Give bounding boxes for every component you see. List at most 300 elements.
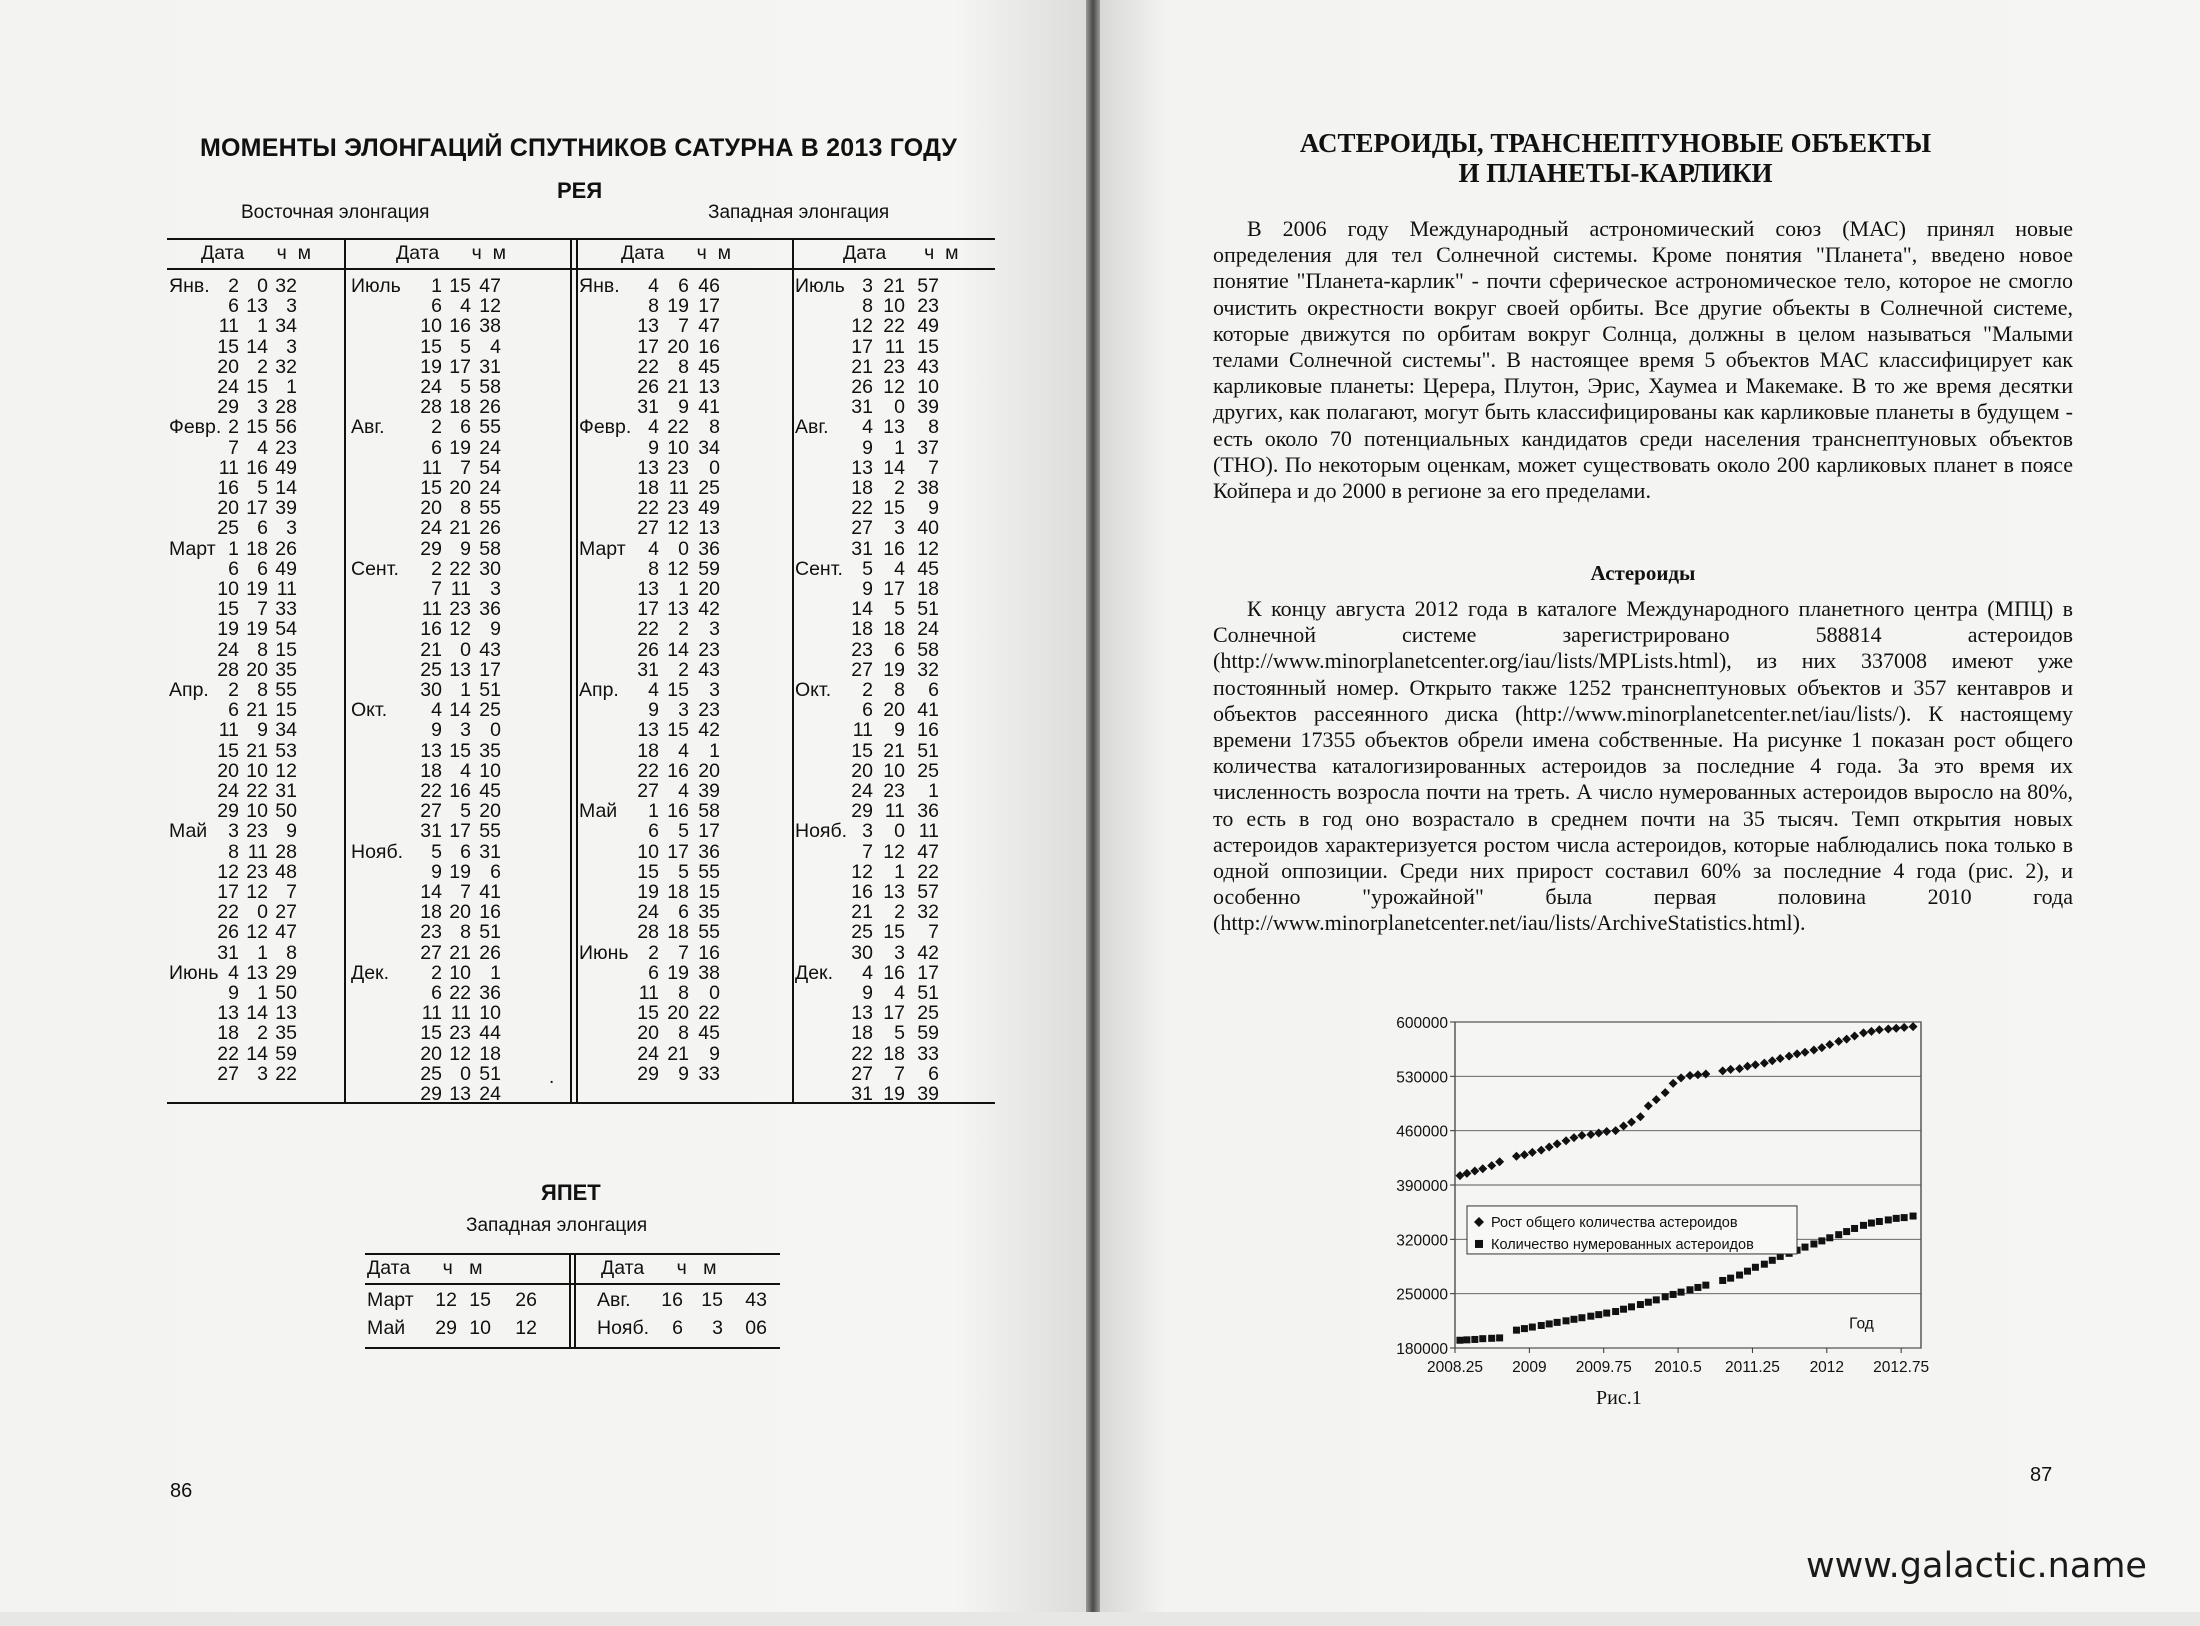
- hour-cell: 19: [883, 658, 905, 681]
- table-row: [793, 578, 995, 598]
- hour-cell: 14: [667, 638, 689, 661]
- hour-cell: 5: [460, 376, 471, 398]
- table-row: [345, 457, 570, 477]
- table-row: [793, 437, 995, 457]
- day-cell: 27: [851, 658, 873, 681]
- minute-cell: 23: [275, 436, 297, 459]
- minute-cell: 12: [275, 759, 297, 782]
- heading-line-2: И ПЛАНЕТЫ-КАРЛИКИ: [1458, 158, 1773, 188]
- month-cell: Нояб.: [597, 1317, 650, 1339]
- section-heading: [1293, 128, 1938, 188]
- minute-cell: 3: [286, 295, 297, 318]
- minute-cell: 25: [698, 477, 720, 499]
- table-row: [793, 477, 995, 497]
- minute-cell: 39: [698, 780, 720, 802]
- day-cell: 22: [851, 497, 873, 520]
- minute-cell: 27: [275, 901, 297, 924]
- hour-cell: 5: [678, 860, 689, 883]
- table-row: [167, 881, 344, 901]
- left-page: [0, 0, 1086, 1626]
- hour-cell: 12: [246, 921, 268, 944]
- table-top-rule: [365, 1253, 780, 1255]
- hour-cell: 15: [246, 376, 268, 398]
- day-cell: 6: [431, 436, 442, 459]
- day-cell: 6: [228, 295, 239, 318]
- table-row: [345, 477, 570, 497]
- day-cell: 25: [217, 517, 239, 540]
- table-bottom-rule: [365, 1347, 780, 1349]
- day-cell: 7: [862, 840, 873, 863]
- day-cell: 5: [862, 557, 873, 580]
- day-cell: 23: [851, 638, 873, 661]
- table-row: [345, 437, 570, 457]
- day-cell: 6: [228, 699, 239, 722]
- data-point: [1885, 1216, 1892, 1223]
- table-header-rule: [167, 268, 995, 270]
- minute-cell: 49: [275, 557, 297, 580]
- day-cell: 24: [420, 517, 442, 540]
- minute-cell: 41: [698, 396, 720, 419]
- table-row: [577, 275, 792, 295]
- data-point: [1620, 1306, 1627, 1313]
- hour-cell: 2: [894, 901, 905, 924]
- day-cell: 11: [218, 315, 239, 338]
- table-row: [345, 538, 570, 558]
- day-cell: 4: [862, 961, 873, 984]
- hour-cell: 3: [712, 1317, 723, 1339]
- minute-cell: 24: [479, 477, 501, 499]
- data-point: [1628, 1303, 1635, 1310]
- table-row: [345, 1063, 570, 1083]
- day-cell: 15: [851, 739, 873, 762]
- day-cell: 14: [420, 881, 442, 903]
- table-row: [167, 578, 344, 598]
- table-row: [793, 497, 995, 520]
- table-row: [345, 336, 570, 356]
- day-cell: 4: [648, 679, 659, 701]
- minute-cell: 29: [275, 961, 297, 984]
- day-cell: 8: [862, 295, 873, 318]
- table-row: [793, 982, 995, 1002]
- minute-cell: 23: [698, 638, 720, 661]
- table-top-rule: [167, 238, 995, 240]
- minute-cell: 34: [275, 719, 297, 742]
- minute-cell: 16: [917, 719, 939, 742]
- hour-cell: 12: [667, 517, 689, 540]
- hour-cell: 12: [883, 376, 905, 398]
- minute-cell: 33: [917, 1042, 939, 1065]
- day-cell: 3: [862, 820, 873, 843]
- minute-cell: 17: [917, 961, 939, 984]
- hour-cell: 21: [449, 941, 471, 964]
- hour-cell: 6: [257, 517, 268, 540]
- heading-line-1: АСТЕРОИДЫ, ТРАНСНЕПТУНОВЫЕ ОБЪЕКТЫ: [1299, 128, 1932, 158]
- day-cell: 6: [672, 1317, 683, 1339]
- x-tick-label: 2010.5: [1654, 1359, 1702, 1376]
- day-cell: 3: [228, 820, 239, 843]
- hour-cell: 19: [667, 295, 689, 318]
- hour-cell: 3: [894, 941, 905, 964]
- minute-cell: 22: [917, 860, 939, 883]
- minute-cell: 51: [917, 598, 939, 621]
- hour-cell: 3: [894, 517, 905, 540]
- table-row: [167, 437, 344, 457]
- month-cell: Окт.: [351, 699, 388, 722]
- day-cell: 13: [217, 1002, 239, 1025]
- month-cell: Июнь: [579, 941, 629, 964]
- minute-cell: 45: [479, 780, 501, 802]
- table-row: [345, 356, 570, 376]
- month-cell: Сент.: [351, 557, 399, 580]
- day-cell: 20: [420, 497, 442, 520]
- minute-cell: 13: [275, 1002, 297, 1025]
- hour-cell: 11: [884, 335, 905, 358]
- day-cell: 24: [637, 1042, 659, 1065]
- page-number-left: 86: [170, 1480, 193, 1502]
- table-row: [577, 477, 792, 497]
- hour-cell: 21: [246, 699, 268, 722]
- table-row: [793, 962, 995, 982]
- day-cell: 19: [420, 355, 442, 378]
- hour-cell: 10: [667, 436, 689, 459]
- table-row: [577, 800, 792, 823]
- data-point: [1810, 1240, 1817, 1247]
- day-cell: 18: [217, 1022, 239, 1045]
- minute-cell: 1: [286, 376, 297, 398]
- hour-cell: 23: [883, 355, 905, 378]
- table-divider: [570, 238, 572, 1104]
- month-cell: Июль: [351, 275, 401, 297]
- table-row: [167, 477, 344, 497]
- data-point: [1851, 1225, 1858, 1232]
- minute-cell: 58: [479, 537, 501, 560]
- table-row: [793, 760, 995, 780]
- table-row: [793, 1002, 995, 1025]
- minute-cell: 26: [479, 941, 501, 964]
- table-row: [167, 982, 344, 1002]
- day-cell: 18: [637, 477, 659, 499]
- table-row: [793, 901, 995, 924]
- table-row: [345, 295, 570, 318]
- minute-cell: 43: [917, 355, 939, 378]
- table-row: [345, 1002, 570, 1025]
- day-cell: 22: [217, 1042, 239, 1065]
- table-row: [345, 578, 570, 598]
- minute-cell: 39: [917, 1083, 939, 1105]
- minute-cell: 50: [275, 800, 297, 823]
- hour-cell: 13: [449, 1083, 471, 1105]
- hour-cell: 5: [460, 335, 471, 358]
- minute-cell: 0: [490, 719, 501, 742]
- minute-cell: 7: [928, 456, 939, 479]
- minute-cell: 28: [275, 840, 297, 863]
- data-point: [1456, 1337, 1463, 1344]
- hour-cell: 6: [460, 840, 471, 863]
- table-row: [577, 780, 792, 800]
- day-cell: 22: [217, 901, 239, 924]
- hour-cell: 5: [894, 598, 905, 621]
- data-point: [1769, 1257, 1776, 1264]
- data-point: [1612, 1308, 1619, 1315]
- day-cell: 30: [851, 941, 873, 964]
- minute-cell: 59: [275, 1042, 297, 1065]
- day-cell: 16: [851, 881, 873, 903]
- day-cell: 6: [228, 557, 239, 580]
- hour-cell: 9: [257, 719, 268, 742]
- site-watermark: www.galactic.name: [1806, 1546, 2147, 1586]
- hour-cell: 22: [246, 780, 268, 802]
- day-cell: 20: [217, 355, 239, 378]
- minute-cell: 43: [479, 638, 501, 661]
- minute-cell: 3: [286, 335, 297, 358]
- table-row: [345, 901, 570, 924]
- hour-cell: 12: [883, 840, 905, 863]
- table-row: [365, 1317, 569, 1345]
- day-cell: 12: [851, 315, 873, 338]
- table-row: [577, 659, 792, 679]
- hour-cell: 4: [894, 557, 905, 580]
- table-row: [793, 1043, 995, 1063]
- table-row: [793, 598, 995, 621]
- minute-cell: 10: [479, 1002, 501, 1025]
- hour-cell: 16: [667, 800, 689, 823]
- day-cell: 18: [851, 618, 873, 641]
- table-row: [345, 679, 570, 699]
- minute-cell: 22: [698, 1002, 720, 1025]
- minute-cell: 06: [745, 1317, 767, 1339]
- minute-cell: 1: [709, 739, 720, 762]
- x-tick-label: 2011.25: [1725, 1359, 1780, 1376]
- month-cell: Июль: [795, 275, 845, 297]
- day-cell: 26: [217, 921, 239, 944]
- hour-cell: 19: [246, 578, 268, 600]
- minute-cell: 32: [275, 275, 297, 297]
- rhea-title: РЕЯ: [557, 178, 603, 203]
- day-cell: 15: [420, 335, 442, 358]
- day-cell: 31: [851, 537, 873, 560]
- day-cell: 15: [420, 1022, 442, 1045]
- rhea-east-label: Восточная элонгация: [241, 202, 430, 223]
- table-header-rule: [365, 1283, 780, 1285]
- hour-cell: 6: [678, 275, 689, 297]
- hour-cell: 15: [883, 497, 905, 520]
- hour-cell: 15: [701, 1289, 723, 1311]
- minute-cell: 55: [698, 921, 720, 944]
- data-point: [1736, 1272, 1743, 1279]
- hour-cell: 0: [460, 1062, 471, 1085]
- day-cell: 15: [217, 739, 239, 762]
- hour-cell: 9: [678, 396, 689, 419]
- data-point: [1901, 1214, 1908, 1221]
- hour-cell: 17: [449, 820, 471, 843]
- minute-cell: 20: [479, 800, 501, 823]
- hour-cell: 17: [883, 578, 905, 600]
- hour-cell: 14: [449, 699, 471, 722]
- hour-cell: 23: [246, 820, 268, 843]
- minute-cell: 23: [698, 699, 720, 722]
- minute-cell: 51: [479, 1062, 501, 1085]
- hour-cell: 10: [246, 759, 268, 782]
- day-cell: 27: [637, 780, 659, 802]
- y-tick-label: 180000: [1396, 1341, 1448, 1358]
- table-divider: [574, 1253, 576, 1349]
- minute-cell: 15: [275, 638, 297, 661]
- y-tick-label: 600000: [1396, 1015, 1448, 1032]
- hour-cell: 20: [449, 477, 471, 499]
- day-cell: 24: [217, 376, 239, 398]
- table-row: [577, 921, 792, 944]
- day-cell: 9: [431, 719, 442, 742]
- y-tick-label: 390000: [1396, 1178, 1448, 1195]
- hour-cell: 4: [460, 759, 471, 782]
- month-cell: Сент.: [795, 557, 843, 580]
- table-row: [577, 336, 792, 356]
- hour-cell: 2: [678, 658, 689, 681]
- hour-cell: 8: [460, 921, 471, 944]
- table-row: [167, 376, 344, 396]
- minute-cell: 38: [917, 477, 939, 499]
- table-row: [793, 740, 995, 760]
- data-point: [1910, 1213, 1917, 1220]
- minute-cell: 35: [479, 739, 501, 762]
- minute-cell: 30: [479, 557, 501, 580]
- table-row: [345, 921, 570, 944]
- hour-cell: 19: [449, 436, 471, 459]
- data-point: [1761, 1261, 1768, 1268]
- table-row: [167, 942, 344, 962]
- table-row: [577, 598, 792, 621]
- table-row: [345, 982, 570, 1002]
- minute-cell: 25: [917, 1002, 939, 1025]
- table-row: [793, 659, 995, 679]
- hour-cell: 1: [894, 860, 905, 883]
- hour-cell: 7: [678, 941, 689, 964]
- month-cell: Нояб.: [351, 840, 404, 863]
- table-row: [345, 740, 570, 760]
- day-cell: 22: [637, 355, 659, 378]
- hour-cell: 4: [894, 982, 905, 1004]
- data-point: [1578, 1314, 1585, 1321]
- day-cell: 20: [851, 759, 873, 782]
- hour-cell: 8: [257, 638, 268, 661]
- hour-cell: 13: [449, 658, 471, 681]
- hour-cell: 4: [678, 739, 689, 762]
- table-divider: [569, 1253, 571, 1349]
- minute-cell: 16: [698, 335, 720, 358]
- table-row: [167, 861, 344, 881]
- day-cell: 25: [420, 658, 442, 681]
- table-row: [793, 356, 995, 376]
- hour-cell: 18: [883, 618, 905, 641]
- day-cell: 20: [217, 497, 239, 520]
- hour-cell: 23: [883, 780, 905, 802]
- day-cell: 15: [217, 335, 239, 358]
- table-row: [793, 517, 995, 540]
- data-point: [1645, 1299, 1652, 1306]
- hour-cell: 16: [883, 537, 905, 560]
- day-cell: 15: [637, 860, 659, 883]
- minute-cell: 0: [709, 456, 720, 479]
- table-row: [577, 861, 792, 881]
- hour-cell: 12: [667, 557, 689, 580]
- table-row: [167, 1063, 344, 1083]
- minute-cell: 26: [515, 1289, 537, 1311]
- minute-cell: 14: [275, 477, 297, 499]
- iapetus-table: [365, 1253, 780, 1349]
- hour-cell: 4: [460, 295, 471, 318]
- month-cell: Февр.: [169, 416, 222, 439]
- minute-cell: 39: [917, 396, 939, 419]
- hour-cell: 11: [247, 840, 268, 863]
- minute-cell: 22: [275, 1062, 297, 1085]
- day-cell: 2: [431, 557, 442, 580]
- minute-cell: 13: [698, 376, 720, 398]
- day-cell: 13: [851, 456, 873, 479]
- minute-cell: 11: [918, 820, 939, 843]
- day-cell: 24: [217, 780, 239, 802]
- day-cell: 22: [420, 780, 442, 802]
- day-cell: 12: [435, 1289, 457, 1311]
- month-cell: Март: [579, 537, 626, 560]
- minute-cell: 4: [490, 335, 501, 358]
- table-row: [167, 1022, 344, 1045]
- hour-cell: 0: [460, 638, 471, 661]
- day-cell: 28: [217, 658, 239, 681]
- hour-cell: 22: [883, 315, 905, 338]
- day-cell: 22: [637, 497, 659, 520]
- hour-cell: 19: [667, 961, 689, 984]
- table-row: [577, 901, 792, 924]
- day-cell: 27: [851, 1062, 873, 1085]
- hour-cell: 8: [678, 355, 689, 378]
- hour-cell: 22: [449, 557, 471, 580]
- table-row: [577, 618, 792, 641]
- hour-cell: 1: [894, 436, 905, 459]
- day-cell: 31: [637, 396, 659, 419]
- day-cell: 10: [420, 315, 442, 338]
- table-row: [793, 618, 995, 641]
- minute-cell: 6: [928, 1062, 939, 1085]
- minute-cell: 16: [698, 941, 720, 964]
- hour-cell: 15: [667, 719, 689, 742]
- table-row: [793, 396, 995, 419]
- hour-cell: 4: [678, 780, 689, 802]
- table-row: [577, 578, 792, 598]
- table-row: [345, 275, 570, 295]
- page-bottom-edge: [0, 1612, 2200, 1626]
- column-header: Дата ч м: [367, 1257, 483, 1279]
- minute-cell: 6: [928, 679, 939, 701]
- hour-cell: 7: [678, 315, 689, 338]
- asteroid-growth-chart: [1330, 1005, 1950, 1425]
- hour-cell: 1: [257, 315, 268, 338]
- day-cell: 20: [637, 1022, 659, 1045]
- hour-cell: 10: [449, 961, 471, 984]
- data-point: [1637, 1301, 1644, 1308]
- hour-cell: 7: [894, 1062, 905, 1085]
- table-row: [167, 457, 344, 477]
- minute-cell: 38: [698, 961, 720, 984]
- day-cell: 6: [648, 961, 659, 984]
- table-row: [167, 396, 344, 419]
- minute-cell: 55: [698, 860, 720, 883]
- minute-cell: 33: [698, 1062, 720, 1085]
- table-row: [793, 881, 995, 901]
- table-row: [345, 881, 570, 901]
- page-number-right: 87: [2030, 1464, 2053, 1486]
- hour-cell: 18: [883, 1042, 905, 1065]
- table-row: [577, 437, 792, 457]
